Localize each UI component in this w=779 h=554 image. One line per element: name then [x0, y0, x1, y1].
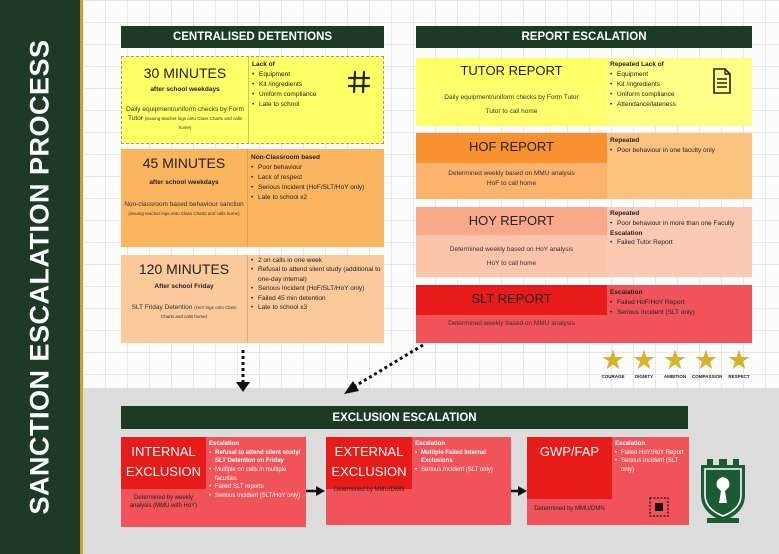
report-criteria: Escalation • Failed HoF/HoY Report • Serious Incident (SLT only) — [610, 288, 750, 318]
detention-criteria — [251, 256, 381, 313]
exclusion-icon — [649, 497, 669, 517]
exclusion-desc: Determined by MMU/DMN — [333, 487, 405, 493]
criteria-item: • Failed SLT reports — [209, 483, 305, 492]
criteria-item: • Uniform compliance — [610, 90, 710, 100]
criteria-item: • Failed HoF/HoY Report — [610, 298, 750, 308]
criteria-item: • Kit /ingredients — [252, 80, 352, 90]
hoy-report-card — [416, 207, 752, 277]
slt-report-card — [416, 285, 752, 343]
criteria-item: • Poor behaviour in one faculty only — [610, 146, 750, 156]
sidebar — [0, 0, 80, 554]
detention-criteria: Lack of • Equipment • Kit /ingredients • Uniform compliance • Late to school — [252, 60, 352, 110]
detention-desc: Daily equipment/uniform checks by Form Tutor (issuing teacher logs onto Class Charts and calls home) — [126, 106, 244, 130]
report-criteria: Repeated Lack of • Equipment • Kit /ingredients • Uniform compliance • Attendance/lateness — [610, 60, 710, 110]
report-criteria: Repeated • Poor behaviour in one faculty only — [610, 136, 750, 156]
criteria-item: • Serious Incident (SLT only) — [415, 466, 510, 475]
external-exclusion-card — [326, 437, 511, 525]
exclusion-desc: Determined by MMU/DMN — [534, 506, 605, 512]
criteria-item: • Kit /ingredients — [610, 80, 710, 90]
gwp-fap-card — [527, 437, 689, 525]
exclusion-criteria: Escalation • Multiple Failed Internal Exclusions • Serious Incident (SLT only) — [415, 440, 510, 475]
exclusion-name: INTERNAL EXCLUSION — [125, 444, 202, 479]
report-desc: Determined weekly based on MMU analysis HoF to call home — [448, 170, 575, 188]
criteria-item: • Serious Incident (SLT only) — [615, 457, 687, 474]
exclusion-name: GWP/FAP — [539, 444, 600, 459]
star-badge-compassion: ★ COMPASSION — [692, 345, 723, 379]
criteria-item: • Serious Incident (HoF/SLT/HoY only) — [251, 284, 381, 293]
criteria-item: • Serious Incident (SLT only) — [610, 308, 750, 318]
criteria-item: • Equipment — [610, 70, 710, 80]
star-icon: ★ — [726, 345, 752, 375]
detention-desc: SLT Friday Detention (HoY logs onto Class Charts and calls home) — [131, 304, 237, 319]
report-desc: Determined weekly based on MMU analysis — [448, 320, 575, 327]
criteria-item: • 2 on calls in one week — [251, 256, 381, 265]
criteria-item: • Late to school x3 — [251, 303, 381, 312]
document-icon — [712, 68, 732, 94]
criteria-item: • Multiple Failed Internal Exclusions — [415, 449, 510, 466]
star-icon: ★ — [662, 345, 688, 375]
star-icon: ★ — [631, 345, 657, 375]
centralised-header: CENTRALISED DETENTIONS — [121, 26, 384, 48]
hof-report-card — [416, 133, 752, 199]
detention-criteria: Non-Classroom based • Poor behaviour • Lack of respect • Serious Incident (HoF/SLT/HoY only) • Late to school x2 — [251, 153, 381, 203]
star-badge-courage: ★ COURAGE — [600, 345, 626, 379]
divider — [248, 57, 249, 143]
divider — [247, 255, 248, 343]
hashtag-icon — [346, 69, 372, 95]
criteria-item: • Poor behaviour — [251, 163, 381, 173]
report-name: HOF REPORT — [469, 139, 554, 154]
school-crest-icon — [697, 455, 749, 525]
exclusion-name: EXTERNAL EXCLUSION — [331, 444, 407, 479]
internal-exclusion-card — [121, 437, 306, 527]
criteria-item: • Uniform compliance — [252, 90, 352, 100]
criteria-item: • Late to school x2 — [251, 193, 381, 203]
detention-duration: 30 MINUTES — [143, 65, 227, 81]
report-desc: Daily equipment/uniform checks by Form Tutor Tutor to call home — [444, 94, 579, 115]
report-criteria: Repeated • Poor behaviour in more than one Faculty Escalation • Failed Tutor Report — [610, 209, 752, 248]
star-icon: ★ — [600, 345, 626, 375]
detention-120-card — [121, 255, 384, 343]
criteria-item: • Attendance/lateness — [610, 100, 710, 110]
criteria-item: • Failed 45 min detention — [251, 294, 381, 303]
detention-desc: Non-classroom based behaviour sanction (issuing teacher logs onto Class Charts and calls home) — [124, 201, 244, 216]
criteria-item: • Refusal to attend silent study (additional to one-day internal) — [251, 265, 381, 284]
criteria-item: • Equipment — [252, 70, 352, 80]
star-icon: ★ — [693, 345, 719, 375]
exclusion-header: EXCLUSION ESCALATION — [121, 406, 688, 429]
detention-when: after school weekdays — [150, 86, 220, 93]
report-name: SLT REPORT — [471, 291, 552, 306]
detention-30-card — [121, 56, 384, 144]
star-badge-dignity: ★ DIGNITY — [631, 345, 657, 379]
report-name: TUTOR REPORT — [460, 63, 563, 78]
criteria-item: • Serious Incident (HoF/SLT/HoY only) — [251, 183, 381, 193]
exclusion-criteria: Escalation • Failed HoY/HoY Report • Serious Incident (SLT only) — [615, 440, 687, 475]
criteria-item: • Lack of respect — [251, 173, 381, 183]
exclusion-criteria: Escalation • Refusal to attend silent study/ SLT Detention on Friday • Multiple on calls in multiple faculties • Failed SLT reports • Serious Incident (SLT/HoY only) — [209, 440, 305, 501]
star-badge-respect: ★ RESPECT — [726, 345, 752, 379]
criteria-item: • Late to school — [252, 100, 352, 110]
criteria-item: • Serious Incident (SLT/HoY only) — [209, 492, 305, 501]
page-title: SANCTION ESCALATION PROCESS — [24, 39, 55, 515]
divider — [247, 149, 248, 247]
criteria-item: • Multiple on calls in multiple faculties — [209, 466, 305, 483]
criteria-item: • Failed Tutor Report — [610, 238, 752, 248]
criteria-item: • Refusal to attend silent study/ SLT Detention on Friday — [209, 449, 305, 466]
detention-duration: 45 MINUTES — [142, 155, 226, 171]
criteria-item: • Poor behaviour in more than one Faculty — [610, 219, 752, 229]
detention-when: after school weekdays — [149, 179, 219, 186]
exclusion-desc: Determined by weekly analysis (MMU with HoY) — [129, 495, 198, 510]
report-header: REPORT ESCALATION — [416, 26, 752, 48]
star-badge-ambition: ★ AMBITION — [662, 345, 688, 379]
report-name: HOY REPORT — [468, 213, 555, 228]
criteria-item: • Failed HoY/HoY Report — [615, 449, 687, 458]
detention-when: After school Friday — [154, 283, 214, 290]
detention-duration: 120 MINUTES — [138, 261, 230, 277]
tutor-report-card — [416, 58, 752, 126]
report-desc: Determined weekly based on HoY analysis HoY to call home — [449, 246, 574, 267]
detention-45-card — [121, 149, 384, 247]
